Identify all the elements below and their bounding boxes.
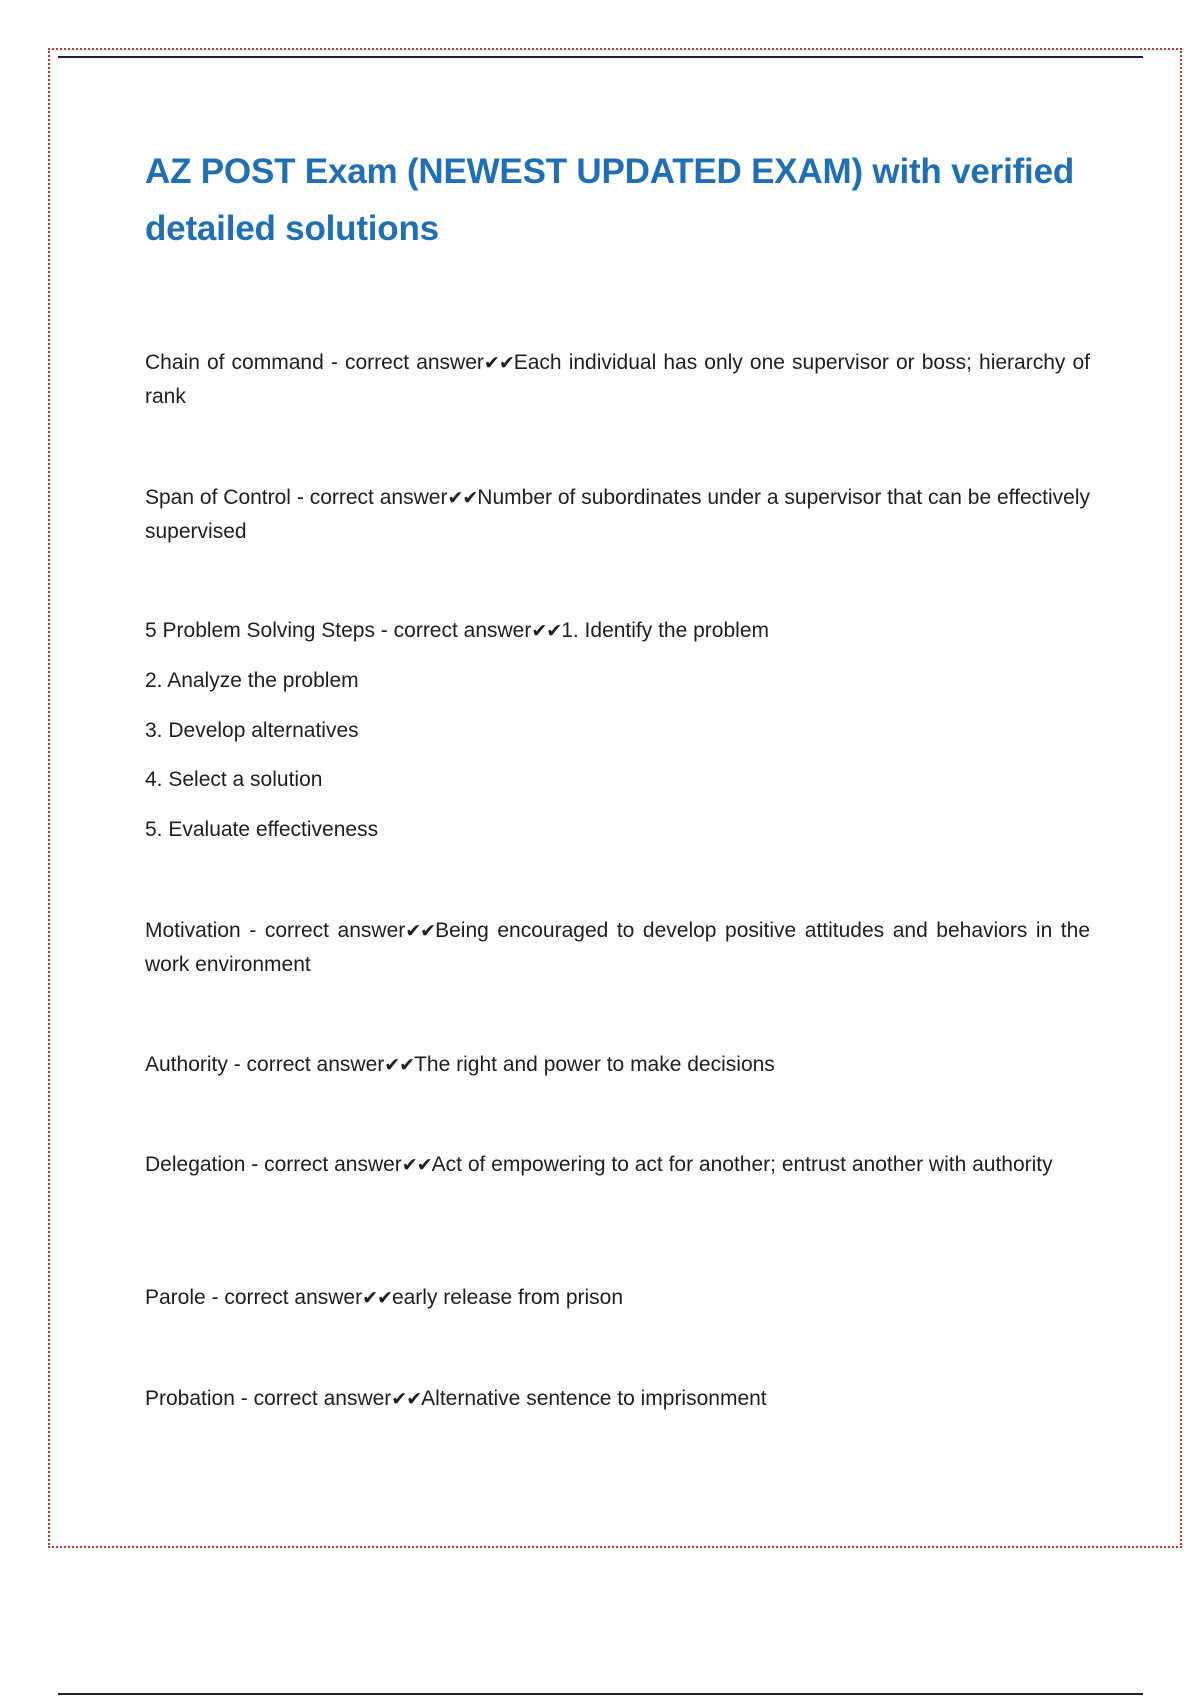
entry-term: Parole [145,1286,206,1309]
entry-separator: - [323,351,345,374]
problem-step: 2. Analyze the problem [145,669,359,692]
entry-parole [145,1281,1090,1315]
header-rule [58,56,1143,58]
answer-marker: correct answer [224,1286,363,1309]
answer-marker: correct answer [344,351,484,374]
entry-term: Probation [145,1387,235,1410]
problem-step: 5. Evaluate effectiveness [145,818,379,841]
entry-chain-of-command [145,346,1090,414]
entry-answer: Act of empowering to act for another; entrust another with authority [431,1153,1053,1176]
answer-marker: correct answer [393,619,532,642]
footer-rule [58,1693,1143,1695]
entry-answer: The right and power to make decisions [414,1053,775,1076]
document-title: AZ POST Exam (NEWEST UPDATED EXAM) with verified detailed solutions [145,152,1075,248]
problem-step: 3. Develop alternatives [145,719,359,742]
check-mark-icon: ✔✔ [531,620,562,642]
entry-motivation [145,914,1090,982]
answer-marker: correct answer [264,919,406,942]
entry-term: Delegation [145,1153,246,1176]
entry-separator: - [245,1153,265,1176]
entry-term: Span of Control [145,486,291,509]
entry-separator: - [205,1286,225,1309]
entry-probation [145,1382,1090,1416]
entry-delegation [145,1148,1090,1182]
entry-term: Chain of command [145,351,324,374]
entry-answer: Alternative sentence to imprisonment [421,1387,767,1410]
entry-term: 5 Problem Solving Steps [145,619,375,642]
entry-term: Motivation [145,919,241,942]
entry-term: Authority [145,1053,228,1076]
entry-answer: Each individual has only one supervisor or boss; hierarchy of rank [145,351,1090,408]
entry-answer: 1. Identify the problem [561,619,769,642]
entry-span-of-control [145,481,1090,549]
entry-separator: - [240,919,265,942]
entry-answer: Being encouraged to develop positive attitudes and behaviors in the work environment [145,919,1090,976]
answer-marker: correct answer [253,1387,392,1410]
entry-authority [145,1048,1090,1082]
entry-answer: Number of subordinates under a supervisor that can be effectively supervised [145,486,1090,543]
answer-marker: correct answer [246,1053,385,1076]
answer-marker: correct answer [264,1153,402,1176]
problem-step: 4. Select a solution [145,768,323,791]
page-border [48,48,1182,1548]
check-mark-icon: ✔✔ [362,1287,392,1309]
check-mark-icon: ✔✔ [483,352,514,374]
check-mark-icon: ✔✔ [384,1054,415,1076]
entry-separator: - [234,1387,254,1410]
check-mark-icon: ✔✔ [405,920,436,942]
check-mark-icon: ✔✔ [391,1388,422,1410]
entry-problem-solving-steps [145,614,1090,648]
answer-marker: correct answer [309,486,448,509]
entry-separator: - [227,1053,247,1076]
check-mark-icon: ✔✔ [447,487,478,509]
check-mark-icon: ✔✔ [401,1154,432,1176]
entry-separator: - [374,619,394,642]
entry-separator: - [290,486,310,509]
entry-answer: early release from prison [391,1286,624,1309]
